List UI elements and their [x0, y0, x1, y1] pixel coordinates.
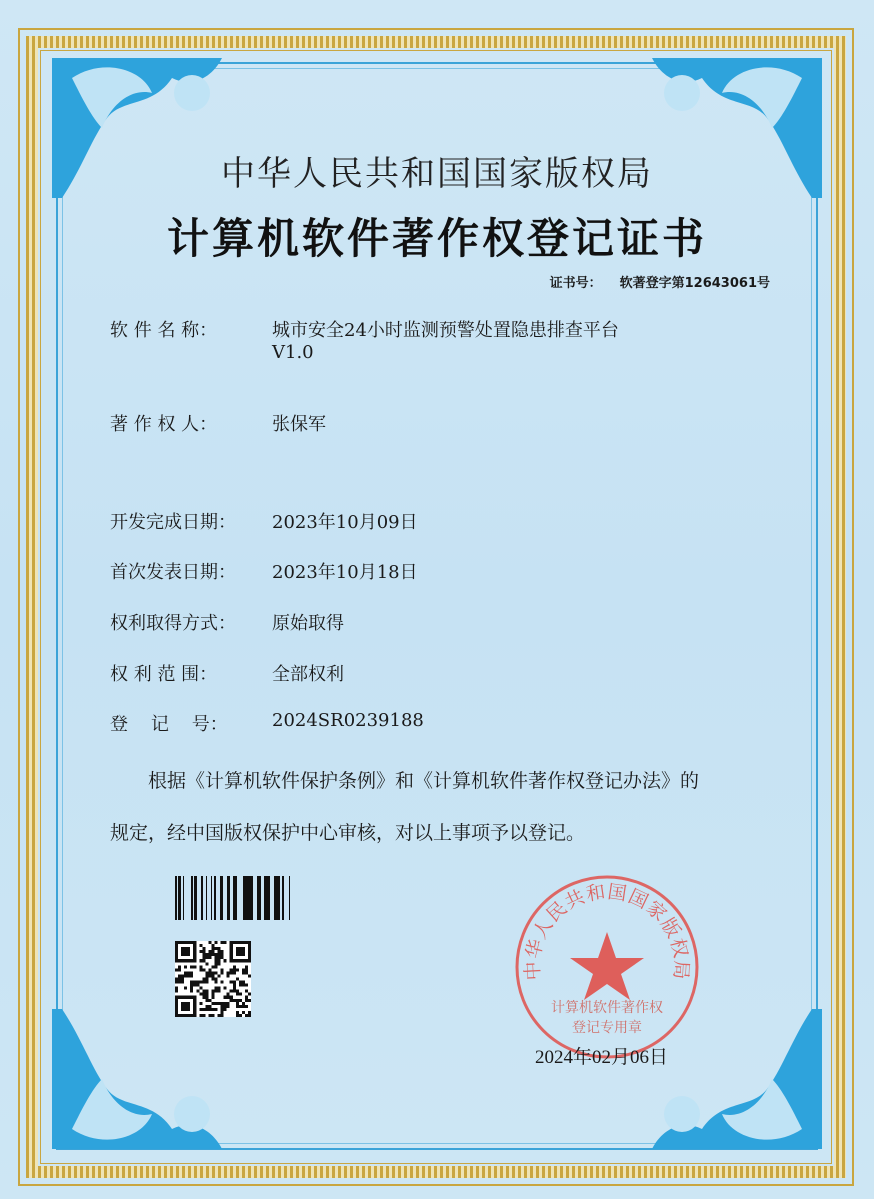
corner-ornament-bottom-left — [52, 1009, 222, 1149]
official-seal — [512, 872, 702, 1062]
field-value: 2023年10月18日 — [272, 562, 418, 583]
field-value: 原始取得 — [272, 613, 344, 634]
field-label: 权利取得方式： — [110, 613, 236, 634]
field-label: 权 利 范 围： — [110, 664, 218, 685]
certificate-title: 计算机软件著作权登记证书 — [166, 214, 707, 263]
qr-code — [175, 940, 251, 1018]
statement-line-2: 规定，经中国版权保护中心审核，对以上事项予以登记。 — [110, 822, 586, 844]
field-value: 2023年10月09日 — [272, 512, 418, 533]
barcode — [175, 876, 300, 920]
field-label: 软 件 名 称： — [110, 320, 218, 341]
field-label: 首次发表日期： — [110, 562, 236, 583]
statement-line-1: 根据《计算机软件保护条例》和《计算机软件著作权登记办法》的 — [148, 770, 700, 792]
field-label: 开发完成日期： — [110, 512, 236, 533]
cert-no-label: 证书号： — [549, 276, 602, 291]
certificate-number — [550, 272, 770, 291]
seal-inner-line-1: 计算机软件著作权 — [551, 1000, 663, 1016]
field-value: 全部权利 — [272, 664, 344, 685]
field-value: 张保军 — [272, 414, 326, 435]
cert-no-value: 软著登字第12643061号 — [619, 276, 770, 291]
field-value-version: V1.0 — [272, 342, 314, 363]
seal-outer-text: 中华人民共和国国家版权局 — [521, 880, 693, 981]
field-value: 城市安全24小时监测预警处置隐患排查平台 — [272, 320, 619, 341]
field-value: 2024SR0239188 — [272, 710, 424, 731]
issue-date: 2024年02月06日 — [535, 1047, 669, 1068]
field-label: 登 记 号： — [110, 714, 228, 735]
issuer-title: 中华人民共和国国家版权局 — [221, 154, 653, 194]
seal-inner-line-2: 登记专用章 — [572, 1020, 642, 1036]
field-label: 著 作 权 人： — [110, 414, 218, 435]
